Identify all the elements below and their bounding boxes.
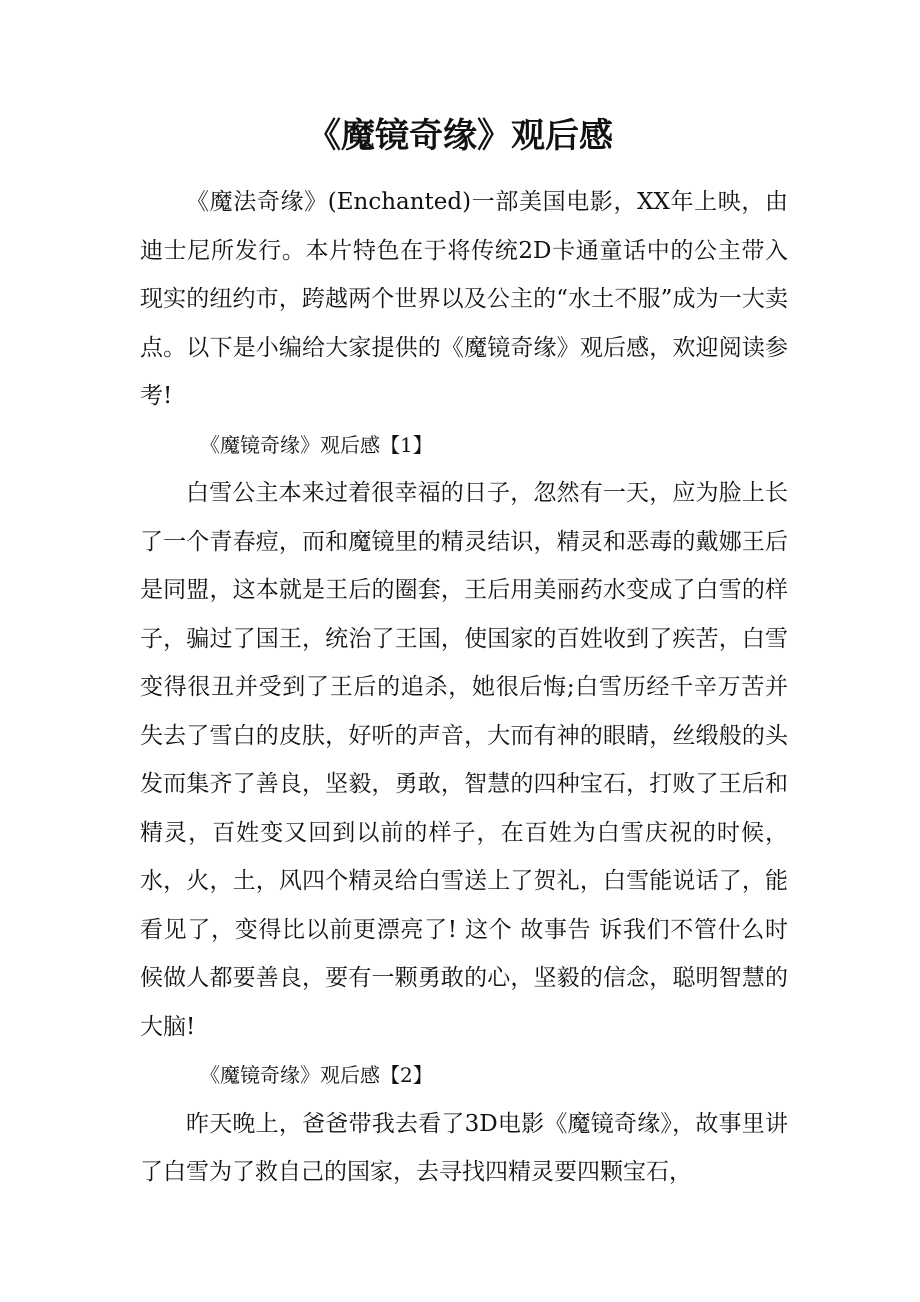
section-body-1: 白雪公主本来过着很幸福的日子，忽然有一天，应为脸上长了一个青春痘，而和魔镜里的精灵结识，精灵和恶毒的戴娜王后是同盟，这本就是王后的圈套，王后用美丽药水变成了白雪的样子，骗过了国王，统治了王国，使国家的百姓收到了疾苦，白雪变得很丑并受到了王后的追杀，她很后悔;白雪历经千辛万苦并失去了雪白的皮肤，好听的声音，大而有神的眼睛，丝缎般的头发而集齐了善良，坚毅，勇敢，智慧的四种宝石，打败了王后和精灵，百姓变又回到以前的样子，在百姓为白雪庆祝的时候，水，火，土，风四个精灵给白雪送上了贺礼，白雪能说话了，能看见了，变得比以前更漂亮了! 这个 故事告 诉我们不管什么时候做人都要善良，要有一颗勇敢的心，坚毅的信念，聪明智慧的大脑! [140, 480, 788, 1040]
section-heading-1: 《魔镜奇缘》观后感【1】 [200, 432, 433, 457]
document-title: 《魔镜奇缘》观后感 [307, 116, 613, 156]
section-body-2: 昨天晚上，爸爸带我去看了3D电影《魔镜奇缘》，故事里讲了白雪为了救自己的国家，去寻找四精灵要四颗宝石， [140, 1110, 788, 1185]
intro-paragraph: 《魔法奇缘》(Enchanted)一部美国电影，XX年上映，由迪士尼所发行。本片特色在于将传统2D卡通童话中的公主带入现实的纽约市，跨越两个世界以及公主的“水土不服”成为一大卖点。以下是小编给大家提供的《魔镜奇缘》观后感，欢迎阅读参考! [140, 189, 788, 409]
section-heading-2: 《魔镜奇缘》观后感【2】 [200, 1063, 433, 1087]
document-body [140, 178, 788, 1197]
